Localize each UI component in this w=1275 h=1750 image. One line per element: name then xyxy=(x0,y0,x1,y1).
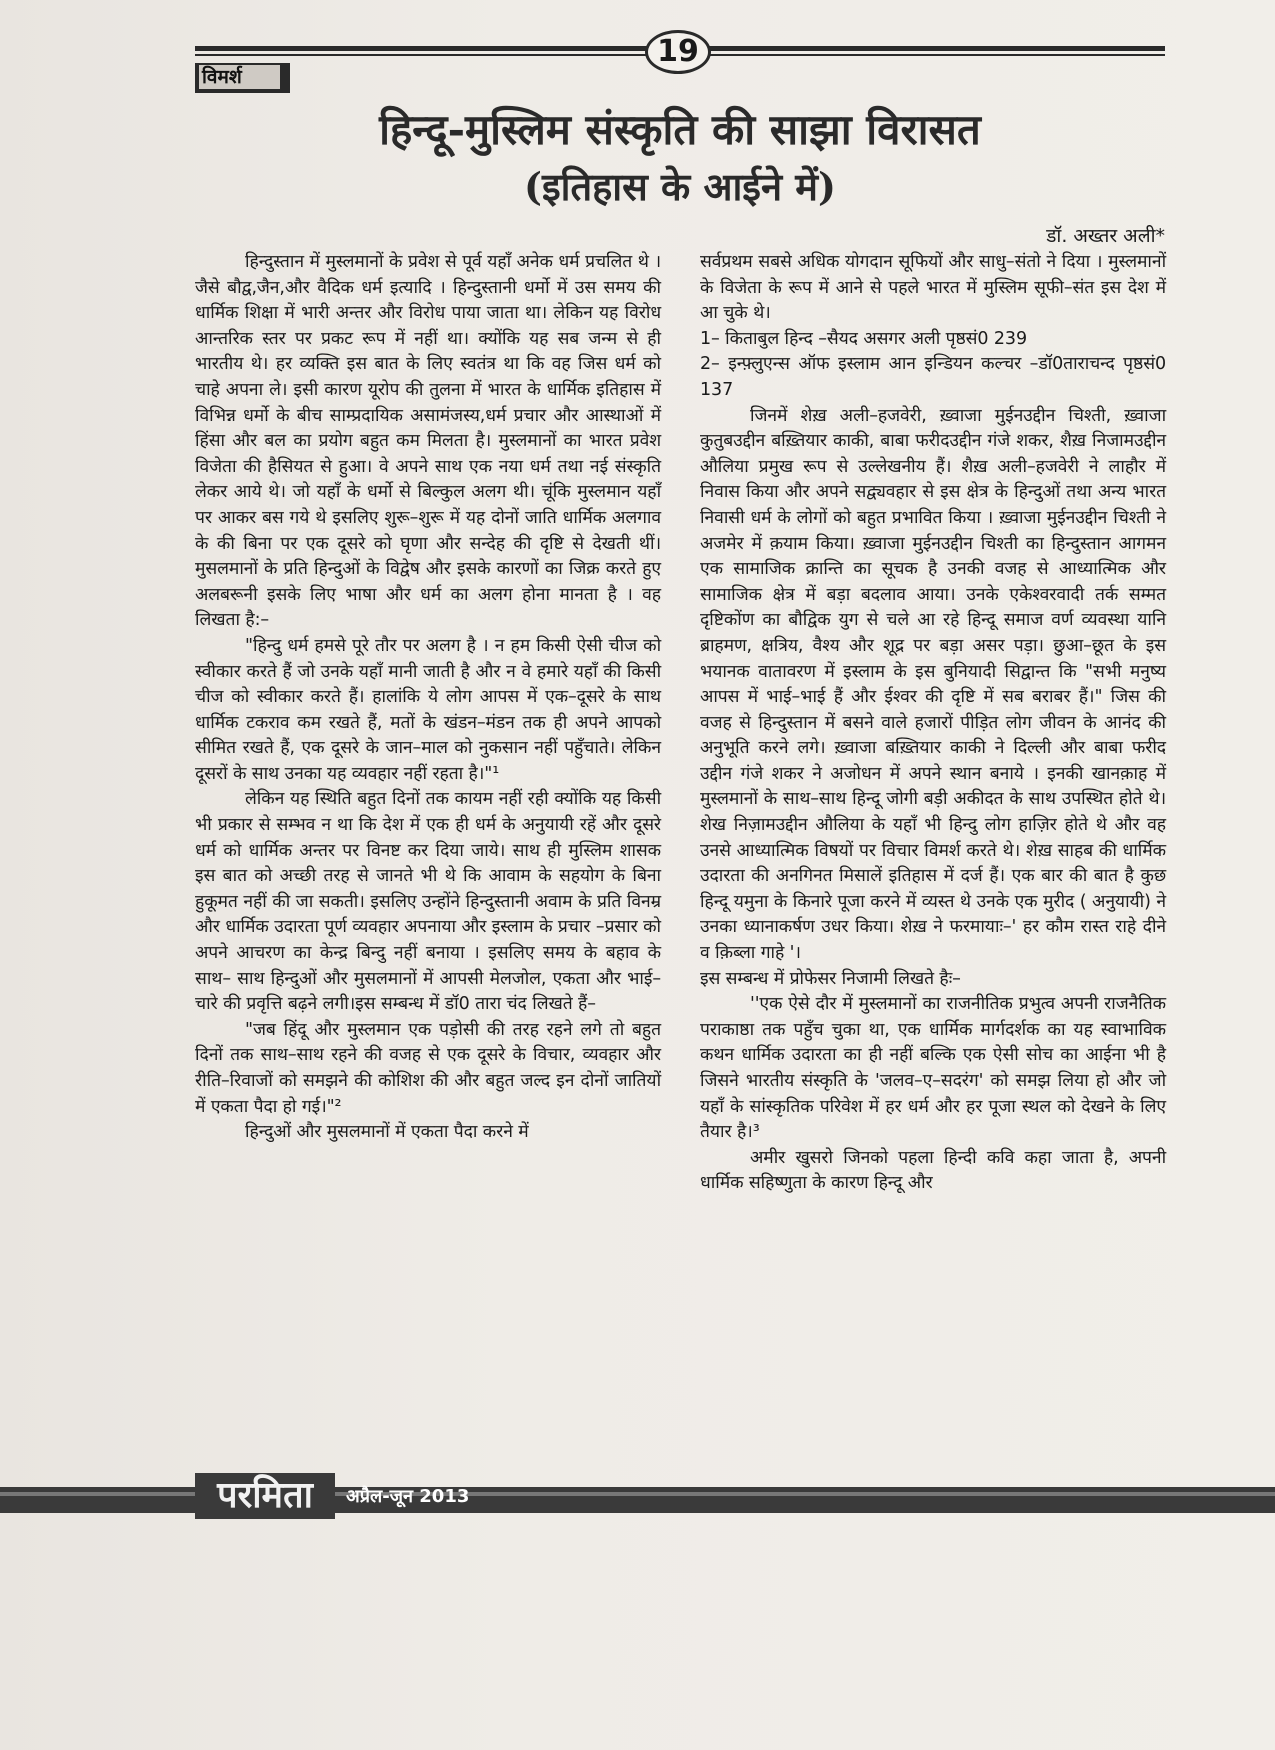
author-name: डॉ. अख्तर अली* xyxy=(1046,225,1165,247)
left-column xyxy=(195,250,661,1146)
paragraph: जिनमें शेख़ अली–हजवेरी, ख़्वाजा मुईनउद्दीन चिश्ती, ख़्वाजा कुतुबउद्दीन बख़्तियार काकी, बाबा फरीदउद्दीन गंजे शकर, शैख़ निजामउद्दीन औलिया प्रमुख रूप से उल्लेखनीय हैं। शैख़ अली–हजवेरी ने लाहौर में निवास किया और अपने सद्व्यवहार से इस क्षेत्र के हिन्दुओं तथा अन्य भारत निवासी धर्म के लोगों को बहुत प्रभावित किया । ख़्वाजा मुईनउद्दीन चिश्ती ने अजमेर में क़याम किया। ख़्वाजा मुईनउद्दीन चिश्ती का हिन्दुस्तान आगमन एक सामाजिक क्रान्ति का सूचक है उनकी वजह से आध्यात्मिक और सामाजिक क्षेत्र में बड़ा बदलाव आया। उनके एकेश्वरवादी तर्क सम्मत दृष्टिकोंण का बौद्विक युग से चले आ रहे हिन्दू समाज वर्ण व्यवस्था यानि ब्राहमण, क्षत्रिय, वैश्य और शूद्र पर बड़ा असर पड़ा। छुआ–छूत के इस भयानक वातावरण में इस्लाम के इस बुनियादी सिद्वान्त कि "सभी मनुष्य आपस में भाई–भाई हैं और ईश्वर की दृष्टि में सब बराबर हैं।" जिस की वजह से हिन्दुस्तान में बसने वाले हजारों पीड़ित लोग जीवन के आनंद की अनुभूति करने लगे। ख़्वाजा बख़्तियार काकी ने दिल्ली और बाबा फरीद उद्दीन गंजे शकर ने अजोधन में अपने स्थान बनाये । इनकी खानक़ाह में मुस्लमानों के साथ–साथ हिन्दू जोगी बड़ी अकीदत के साथ उपस्थित होते थे। शेख निज़ामउद्दीन औलिया के यहाँ भी हिन्दु लोग हाज़िर होते थे और वह उनसे आध्यात्मिक विषयों पर विचार विमर्श करते थे। शेख़ साहब की धार्मिक उदारता की अनगिनत मिसालें इतिहास में दर्ज हैं। एक बार की बात है कुछ हिन्दू यमुना के किनारे पूजा करने में व्यस्त थे उनके एक मुरीद ( अनुयायी) ने उनका ध्यानाकर्षण उधर किया। शेख़ ने फरमायाः–' हर कौम रास्त राहे दीने व क़िब्ला गाहे '। xyxy=(700,405,1166,964)
magazine-logo: परमिता xyxy=(195,1473,335,1519)
paragraph: हिन्दुओं और मुसलमानों में एकता पैदा करने में xyxy=(245,1122,529,1143)
paragraph: लेकिन यह स्थिति बहुत दिनों तक कायम नहीं रही क्योंकि यह किसी भी प्रकार से सम्भव न था कि देश में एक ही धर्म के अनुयायी रहें और दूसरे धर्म को धार्मिक अन्तर पर विनष्ट कर दिया जाये। साथ ही मुस्लिम शासक इस बात को अच्छी तरह से जानते भी थे कि आवाम के सहयोग के बिना हुकूमत नहीं की जा सकती। इसलिए उन्होंने हिन्दुस्तानी अवाम के प्रति विनम्र और धार्मिक उदारता पूर्ण व्यवहार अपनाया और इस्लाम के प्रचार –प्रसार को अपने आचरण का केन्द्र बिन्दु नहीं बनाया । इसलिए समय के बहाव के साथ– साथ हिन्दुओं और मुसलमानों में आपसी मेलजोल, एकता और भाई–चारे की प्रवृत्ति बढ़ने लगी।इस सम्बन्ध में डॉ0 तारा चंद लिखते हैं– xyxy=(195,789,661,1015)
issue-date: अप्रैल-जून 2013 xyxy=(346,1486,470,1507)
footer-bar-line xyxy=(0,1492,1275,1496)
paragraph: सर्वप्रथम सबसे अधिक योगदान सूफियों और साधु–संतो ने दिया । मुस्लमानों के विजेता के रूप में आने से पहले भारत में मुस्लिम सूफी–संत इस देश में आ चुके थे। xyxy=(700,252,1166,324)
paragraph: हिन्दुस्तान में मुस्लमानों के प्रवेश से पूर्व यहाँ अनेक धर्म प्रचलित थे । जैसे बौद्व,जैन,और वैदिक धर्म इत्यादि । हिन्दुस्तानी धर्मो में उस समय की धार्मिक शिक्षा में भारी अन्तर और विरोध पाया जाता था। लेकिन यह विरोध आन्तरिक स्तर पर प्रकट रूप में नहीं था। क्योंकि यह सब जन्म से ही भारतीय थे। हर व्यक्ति इस बात के लिए स्वतंत्र था कि वह जिस धर्म को चाहे अपना ले। इसी कारण यूरोप की तुलना में भारत के धार्मिक इतिहास में विभिन्न धर्मो के बीच साम्प्रदायिक असामंजस्य,धर्म प्रचार और आस्थाओं में हिंसा और बल का प्रयोग बहुत कम मिलता है। मुस्लमानों का भारत प्रवेश विजेता की हैसियत से हुआ। वे अपने साथ एक नया धर्म तथा नई संस्कृति लेकर आये थे। जो यहाँ के धर्मो से बिल्कुल अलग थी। चूंकि मुस्लमान यहाँ पर आकर बस गये थे इसलिए शुरू–शुरू में यह दोनों जाति धार्मिक अलगाव के की बिना पर एक दूसरे को घृणा और सन्देह की दृष्टि से देखती थीं। मुसलमानों के प्रति हिन्दुओं के विद्वेष और इसके कारणों का जिक्र करते हुए अलबरूनी इसके लिए भाषा और धर्म का अलग होना मानता है । वह लिखता है:– xyxy=(195,252,661,631)
paragraph: इस सम्बन्ध में प्रोफेसर निजामी लिखते हैः– xyxy=(700,968,961,989)
footnote: 2– इन्फ़्लुएन्स ऑफ इस्लाम आन इन्डियन कल्चर –डॉ0ताराचन्द पृष्ठसं0 137 xyxy=(700,354,1166,400)
quote-paragraph: "हिन्दु धर्म हमसे पूरे तौर पर अलग है । न हम किसी ऐसी चीज को स्वीकार करते हैं जो उनके यहाँ मानी जाती है और न वे हमारे यहाँ की किसी चीज को स्वीकार करते हैं। हालांकि ये लोग आपस में एक–दूसरे के साथ धार्मिक टकराव कम रखते हैं, मतों के खंडन–मंडन तक ही अपने आपको सीमित रखते हैं, एक दूसरे के जान–माल को नुकसान नहीं पहुँचाते। लेकिन दूसरों के साथ उनका यह व्यवहार नहीं रहता है।"¹ xyxy=(195,635,661,784)
quote-paragraph: ''एक ऐसे दौर में मुस्लमानों का राजनीतिक प्रभुत्व अपनी राजनैतिक पराकाष्ठा तक पहुँच चुका था, एक धार्मिक मार्गदर्शक का यह स्वाभाविक कथन धार्मिक उदारता का ही नहीं बल्कि एक ऐसी सोच का आईना भी है जिसने भारतीय संस्कृति के 'जलव–ए–सदरंग' को समझ लिया हो और जो यहाँ के सांस्कृतिक परिवेश में हर धर्म और हर पूजा स्थल को देखने के लिए तैयार है।³ xyxy=(700,994,1166,1143)
page-number: 19 xyxy=(645,30,711,74)
article-subtitle: (इतिहास के आईने में) xyxy=(523,164,836,209)
right-column xyxy=(700,250,1166,1197)
section-tag xyxy=(195,63,290,93)
article-title: हिन्दू-मुस्लिम संस्कृति की साझा विरासत xyxy=(379,105,981,154)
quote-paragraph: "जब हिंदू और मुस्लमान एक पड़ोसी की तरह रहने लगे तो बहुत दिनों तक साथ–साथ रहने की वजह से एक दूसरे के विचार, व्यवहार और रीति–रिवाजों को समझने की कोशिश की और बहुत जल्द इन दोनों जातियों में एकता पैदा हो गई।"² xyxy=(195,1019,661,1117)
section-label: विमर्श xyxy=(199,65,280,89)
footnote: 1– किताबुल हिन्द –सैयद असगर अली पृष्ठसं0 239 xyxy=(700,328,1027,349)
paragraph: अमीर खुसरो जिनको पहला हिन्दी कवि कहा जाता है, अपनी धार्मिक सहिष्णुता के कारण हिन्दू और xyxy=(700,1147,1166,1194)
footer-bar xyxy=(0,1487,1275,1513)
